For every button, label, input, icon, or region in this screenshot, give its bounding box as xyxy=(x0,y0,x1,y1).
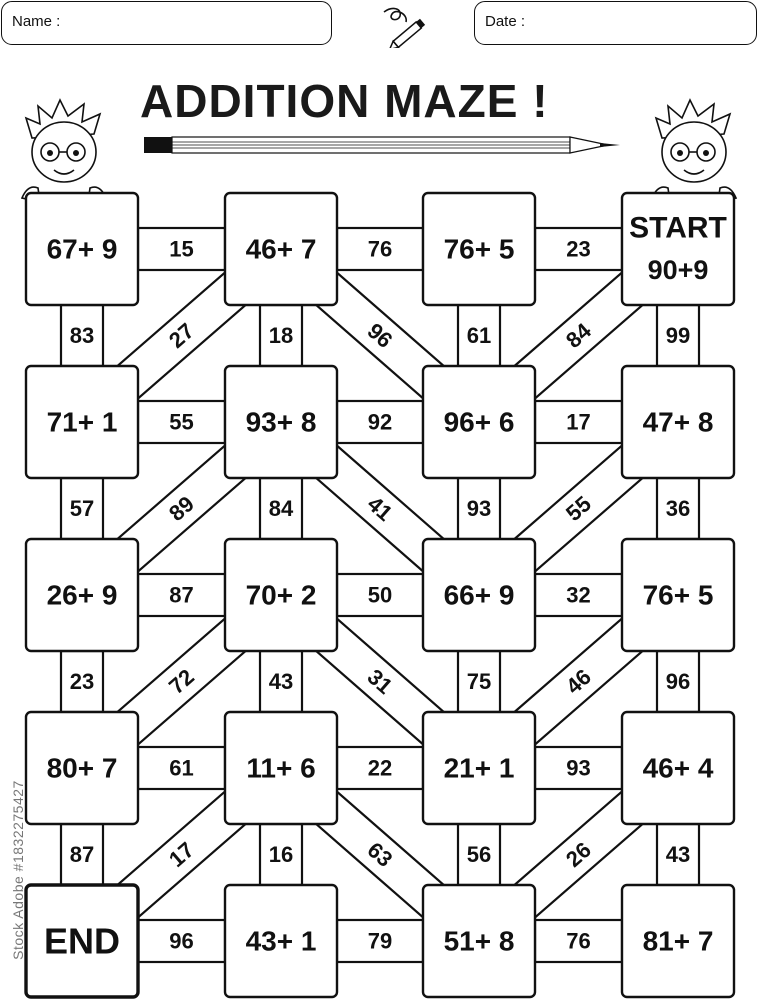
box-expression: 76+ 5 xyxy=(642,579,714,611)
box-expression: 51+ 8 xyxy=(443,925,515,957)
maze-box[interactable] xyxy=(26,712,138,824)
vertical-number: 96 xyxy=(665,669,691,694)
box-expression: 11+ 6 xyxy=(246,752,316,784)
diagonal-number: 89 xyxy=(164,491,199,526)
start-box[interactable] xyxy=(622,193,734,305)
maze-paths xyxy=(61,228,699,962)
horizontal-number: 32 xyxy=(566,582,591,608)
maze-box[interactable] xyxy=(622,539,734,651)
maze-box[interactable] xyxy=(622,712,734,824)
diagonal-number: 31 xyxy=(362,664,398,699)
box-expression: 21+ 1 xyxy=(443,752,515,784)
maze-box[interactable] xyxy=(26,193,138,305)
diagonal-number: 27 xyxy=(164,318,199,353)
box-expression: 46+ 7 xyxy=(245,233,317,265)
maze-box[interactable] xyxy=(423,193,535,305)
horizontal-number: 92 xyxy=(367,409,393,435)
diagonal-number: 17 xyxy=(164,837,199,872)
vertical-number: 84 xyxy=(268,496,294,521)
maze-box[interactable] xyxy=(423,366,535,478)
vertical-number: 57 xyxy=(69,496,95,521)
maze-box[interactable] xyxy=(622,885,734,997)
maze-box[interactable] xyxy=(225,366,337,478)
date-label: Date : xyxy=(485,13,526,30)
horizontal-number: 61 xyxy=(169,755,194,781)
vertical-number: 36 xyxy=(665,496,691,521)
diagonal-number: 26 xyxy=(561,837,596,872)
maze-box[interactable] xyxy=(423,712,535,824)
box-expression: 70+ 2 xyxy=(245,579,317,611)
vertical-number: 61 xyxy=(466,323,492,348)
box-expression: 26+ 9 xyxy=(46,579,118,611)
box-frame xyxy=(622,193,734,305)
vertical-number: 75 xyxy=(466,669,492,694)
horizontal-number: 87 xyxy=(169,582,194,608)
vertical-number: 43 xyxy=(268,669,294,694)
diagonal-number: 63 xyxy=(362,837,398,872)
maze-box[interactable] xyxy=(423,885,535,997)
horizontal-number: 96 xyxy=(169,928,194,954)
end-box[interactable] xyxy=(26,885,138,997)
maze-box[interactable] xyxy=(26,366,138,478)
vertical-number: 56 xyxy=(466,842,492,867)
vertical-number: 18 xyxy=(268,323,294,348)
box-expression: 90+9 xyxy=(647,255,709,285)
diagonal-number: 41 xyxy=(362,491,398,526)
vertical-number: 99 xyxy=(665,323,691,348)
horizontal-number: 50 xyxy=(367,582,393,608)
vertical-number: 16 xyxy=(268,842,294,867)
vertical-number: 23 xyxy=(69,669,95,694)
diagonal-number: 96 xyxy=(362,318,398,353)
horizontal-number: 76 xyxy=(566,928,591,954)
horizontal-number: 22 xyxy=(367,755,393,781)
maze-box[interactable] xyxy=(26,539,138,651)
vertical-number: 93 xyxy=(466,496,492,521)
horizontal-number: 76 xyxy=(367,236,393,262)
stock-id-label: Stock Adobe #1832275427 xyxy=(10,780,26,960)
horizontal-number: 55 xyxy=(169,409,194,435)
end-label: END xyxy=(43,920,121,962)
box-expression: 80+ 7 xyxy=(46,752,118,784)
box-expression: 46+ 4 xyxy=(642,752,714,784)
maze-box[interactable] xyxy=(225,712,337,824)
maze-box[interactable] xyxy=(225,539,337,651)
maze-box[interactable] xyxy=(225,885,337,997)
horizontal-number: 93 xyxy=(566,755,591,781)
start-label: START xyxy=(629,211,727,245)
horizontal-number: 15 xyxy=(169,236,194,262)
box-expression: 93+ 8 xyxy=(245,406,317,438)
stock-watermark xyxy=(6,752,26,992)
horizontal-number: 17 xyxy=(566,409,591,435)
box-expression: 47+ 8 xyxy=(642,406,714,438)
page-title: ADDITION MAZE ! xyxy=(140,75,549,127)
box-expression: 43+ 1 xyxy=(245,925,317,957)
vertical-number: 43 xyxy=(665,842,691,867)
vertical-number: 83 xyxy=(69,323,95,348)
horizontal-number: 79 xyxy=(367,928,393,954)
maze-box[interactable] xyxy=(622,366,734,478)
name-label: Name : xyxy=(12,13,61,30)
box-expression: 96+ 6 xyxy=(443,406,515,438)
box-expression: 67+ 9 xyxy=(46,233,118,265)
diagonal-number: 84 xyxy=(561,318,596,353)
diagonal-number: 72 xyxy=(164,664,199,699)
horizontal-number: 23 xyxy=(566,236,591,262)
vertical-number: 87 xyxy=(69,842,95,867)
diagonal-number: 46 xyxy=(561,664,596,699)
maze-box[interactable] xyxy=(423,539,535,651)
box-expression: 76+ 5 xyxy=(443,233,515,265)
box-expression: 66+ 9 xyxy=(443,579,515,611)
box-expression: 71+ 1 xyxy=(46,406,118,438)
maze-box[interactable] xyxy=(225,193,337,305)
box-expression: 81+ 7 xyxy=(642,925,714,957)
diagonal-number: 55 xyxy=(561,491,596,526)
